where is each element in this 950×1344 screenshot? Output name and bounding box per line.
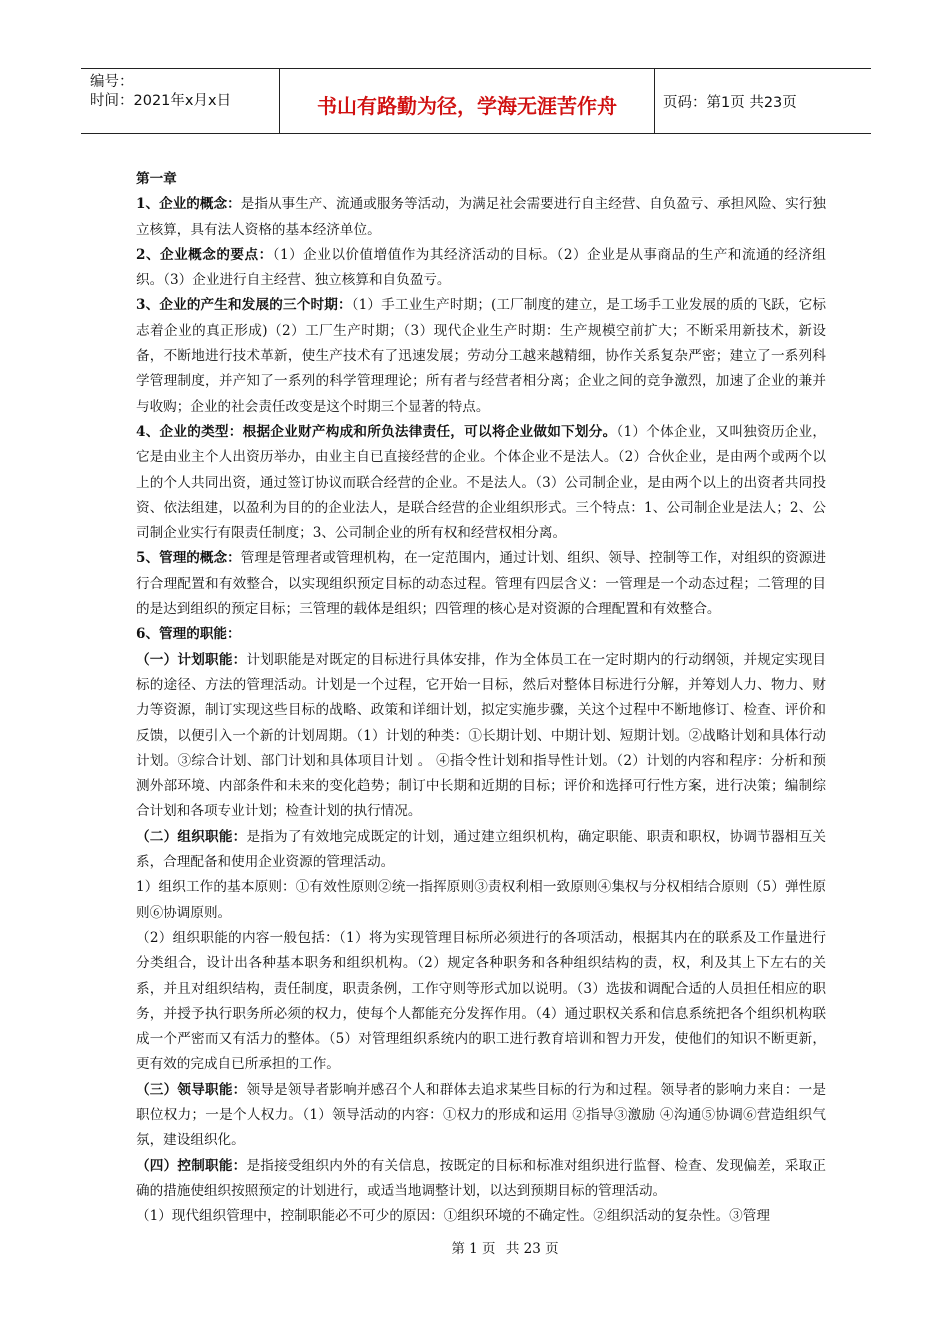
- page-header: [81, 68, 871, 134]
- paragraph-6: 6、管理的职能：: [136, 626, 241, 643]
- paragraph-principles: 1）组织工作的基本原则：①有效性原则②统一指挥原则③责权利相一致原则④集权与分权相结合原则（5）弹性原则⑥协调原则。: [136, 879, 826, 921]
- paragraph-organizing: （二）组织职能：是指为了有效地完成既定的计划，通过建立组织机构，确定职能、职责和职权，协调节器相互关系，合理配备和使用企业资源的管理活动。: [136, 828, 827, 871]
- paragraph-organizing-content: （2）组织职能的内容一般包括：（1）将为实现管理目标所必须进行的各项活动，根据其内在的联系及工作量进行分类组合，设计出各种基本职务和组织机构。（2）规定各种职务和各种组织结构的责，权，利及其上下左右的关系，并且对组织结构，责任制度，职责条例，工作守则等形式加以说明。（3）选拔和调配合适的人员担任相应的职务，并授予执行职务所必须的权力，使每个人都能充分发挥作用。（4）通过职权关系和信息系统把各个组织机构联成一个严密而又有活力的整体。（5）对管理组织系统内的职工进行教育培训和智力开发，使他们的知识不断更新，更有效的完成自已所承担的工作。: [136, 929, 826, 1073]
- paragraph-1: 1、企业的概念：是指从事生产、流通或服务等活动，为满足社会需要进行自主经营、自负盈亏、承担风险、实行独立核算，具有法人资格的基本经济单位。: [136, 196, 826, 238]
- footer-page-total: 共 23 页: [505, 1241, 559, 1257]
- paragraph-controlling: （四）控制职能：是指接受组织内外的有关信息，按既定的目标和标准对组织进行监督、检查、发现偏差，采取正确的措施使组织按照预定的计划进行，或适当地调整计划，以达到预期目标的管理活动。: [136, 1157, 827, 1199]
- document-body: [136, 167, 826, 1229]
- paragraph-3: 3、企业的产生和发展的三个时期：（1）手工业生产时期；(工厂制度的建立，是工场手工业发展的质的飞跃，它标志着企业的真正形成)（2）工厂生产时期；（3）现代企业生产时期：生产规模空前扩大；不断采用新技术，新设备，不断地进行技术革新，使生产技术有了迅速发展；劳动分工越来越精细，协作关系复杂严密；建立了一系列科学管理制度，并产知了一系列的科学管理理论；所有者与经营者相分离；企业之间的竞争激烈，加速了企业的兼并与收购；企业的社会责任改变是这个时期三个显著的特点。: [136, 297, 826, 415]
- page-footer: [0, 1237, 950, 1257]
- paragraph-4: 4、企业的类型：根据企业财产构成和所负法律责任，可以将企业做如下划分。（1）个体企业，又叫独资历企业，它是由业主个人出资历举办，由业主自已直接经营的企业。个体企业不是法人。（2）合伙企业，是由两个或两个以上的个人共同出资，通过签订协议而联合经营的企业。不是法人。（3）公司制企业，是由两个以上的出资者共同投资、依法组建，以盈利为目的的企业法人，是联合经营的企业组织形式。三个特点：1、公司制企业是法人；2、公司制企业实行有限责任制度；3、公司制企业的所有权和经营权相分离。: [136, 423, 826, 542]
- paragraph-leading: （三）领导职能：领导是领导者影响并感召个人和群体去追求某些目标的行为和过程。领导者的影响力来自：一是职位权力；一是个人权力。（1）领导活动的内容：①权力的形成和运用 ②指导③激励 ④沟通⑤协调⑥营造组织气氛，建设组织化。: [136, 1081, 827, 1149]
- paragraph-planning: （一）计划职能：计划职能是对既定的目标进行具体安排，作为全体员工在一定时期内的行动纲领，并规定实现目标的途径、方法的管理活动。计划是一个过程，它开始一目标，然后对整体目标进行分解，并筹划人力、物力、财力等资源，制订实现这些目标的战略、政策和详细计划，拟定实施步骤，关这个过程中不断地修订、检查、评价和反馈，以便引入一个新的计划周期。（1）计划的种类：①长期计划、中期计划、短期计划。②战略计划和具体行动计划。③综合计划、部门计划和具体项目计划 。 ④指令性计划和指导性计划。（2）计划的内容和程序：分析和预测外部环境、内部条件和未来的变化趋势；制订中长期和近期的目标；评价和选择可行性方案，进行决策；编制综合计划和各项专业计划；检查计划的执行情况。: [136, 651, 827, 820]
- chapter-title: 第一章: [136, 171, 177, 187]
- footer-page-number: 第 1 页: [451, 1241, 496, 1257]
- header-page-info: 页码：第1页 共23页: [663, 94, 797, 111]
- document-date: 时间：2021年x月x日: [90, 93, 232, 109]
- paragraph-5: 5、管理的概念：管理是管理者或管理机构，在一定范围内，通过计划、组织、领导、控制等工作，对组织的资源进行合理配置和有效整合，以实现组织预定目标的动态过程。管理有四层含义：一管理是一个动态过程；二管理的目的是达到组织的预定目标；三管理的载体是组织；四管理的核心是对资源的合理配置和有效整合。: [136, 550, 826, 618]
- header-motto: 书山有路勤为径，学海无涯苦作舟: [280, 69, 655, 133]
- paragraph-2: 2、企业概念的要点：（1）企业以价值增值作为其经济活动的目标。（2）企业是从事商品的生产和流通的经济组织。（3）企业进行自主经营、独立核算和自负盈亏。: [136, 246, 826, 289]
- paragraph-control-reasons: （1）现代组织管理中，控制职能必不可少的原因：①组织环境的不确定性。②组织活动的复杂性。③管理: [136, 1208, 770, 1225]
- document-number-label: 编号：: [90, 74, 134, 90]
- header-meta: [81, 69, 280, 133]
